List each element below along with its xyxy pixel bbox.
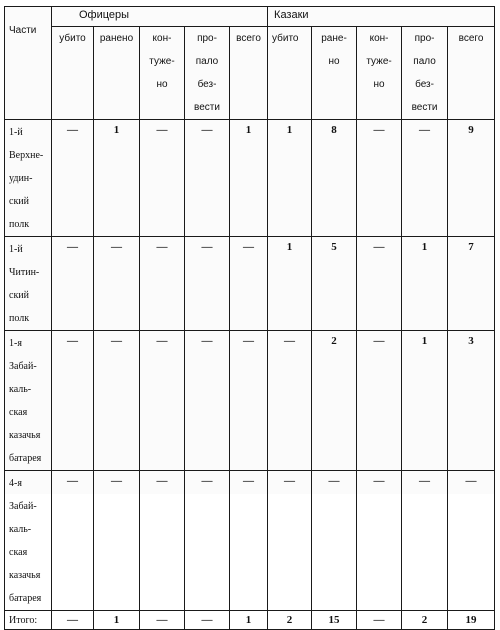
subheader-line: туже- xyxy=(366,56,392,67)
unit-name-line: 1-я xyxy=(9,338,22,349)
unit-name-line: казачья xyxy=(9,570,41,581)
unit-name-line: полк xyxy=(9,219,30,230)
officers-value-cell: 1 xyxy=(230,120,268,237)
officers-value-cell: — xyxy=(52,237,94,331)
cossacks-value-cell: 3 xyxy=(448,331,495,471)
subheader-line: без- xyxy=(197,79,217,90)
officers-value-cell: — xyxy=(185,237,230,331)
cossacks-value-cell: 1 xyxy=(268,120,312,237)
unit-name-line: удин- xyxy=(9,173,33,184)
unit-name-cell xyxy=(5,471,52,611)
cossacks-subheader xyxy=(448,27,495,120)
subheader-line: всего xyxy=(458,33,484,44)
casualty-table xyxy=(4,6,495,630)
subheader-line: про- xyxy=(414,33,435,44)
subheader-line: про- xyxy=(197,33,217,44)
cossacks-value-cell: — xyxy=(448,471,495,611)
officers-value-cell: — xyxy=(94,471,140,611)
officers-value-cell: — xyxy=(185,120,230,237)
cossacks-total-cell: 19 xyxy=(448,611,495,630)
officers-value-cell: — xyxy=(140,471,185,611)
cossacks-value-cell: — xyxy=(357,331,402,471)
unit-name-line: ская xyxy=(9,407,28,418)
unit-name-line: каль- xyxy=(9,384,32,395)
officers-value-cell: — xyxy=(185,471,230,611)
cossacks-total-cell: 15 xyxy=(312,611,357,630)
table-body xyxy=(5,120,495,630)
header-row-groups xyxy=(5,7,495,27)
officers-value-cell: — xyxy=(230,237,268,331)
subheader-line: но xyxy=(156,79,168,90)
officers-value-cell: — xyxy=(140,237,185,331)
officers-subheader xyxy=(140,27,185,120)
cossacks-value-cell: — xyxy=(402,471,448,611)
cossacks-value-cell: 1 xyxy=(268,237,312,331)
officers-total-cell: — xyxy=(140,611,185,630)
officers-total-cell: 1 xyxy=(230,611,268,630)
cossacks-value-cell: 2 xyxy=(312,331,357,471)
unit-name-line: 1-й xyxy=(9,244,23,255)
unit-name-line: Забай- xyxy=(9,361,37,372)
unit-name-cell xyxy=(5,331,52,471)
officers-value-cell: — xyxy=(230,331,268,471)
cossacks-value-cell: 5 xyxy=(312,237,357,331)
officers-value-cell: — xyxy=(52,331,94,471)
officers-subheader xyxy=(230,27,268,120)
cossacks-value-cell: 7 xyxy=(448,237,495,331)
subheader-line: но xyxy=(328,56,340,67)
unit-name-line: казачья xyxy=(9,430,41,441)
unit-name-line: ская xyxy=(9,547,28,558)
table-row xyxy=(5,120,495,237)
subheader-line: всего xyxy=(236,33,261,44)
parts-header: Части xyxy=(5,7,52,120)
officers-subheader xyxy=(52,27,94,120)
cossacks-value-cell: — xyxy=(357,237,402,331)
subheader-line: вести xyxy=(411,102,438,113)
subheader-line: но xyxy=(373,79,385,90)
officers-value-cell: — xyxy=(52,471,94,611)
cossacks-value-cell: 1 xyxy=(402,237,448,331)
officers-value-cell: — xyxy=(140,120,185,237)
subheader-line: туже- xyxy=(149,56,175,67)
unit-name-cell xyxy=(5,120,52,237)
unit-name-line: 1-й xyxy=(9,127,23,138)
unit-name-line: ский xyxy=(9,290,29,301)
subheader-line: без- xyxy=(415,79,434,90)
unit-name-cell xyxy=(5,237,52,331)
officers-value-cell: — xyxy=(52,120,94,237)
cossacks-subheader xyxy=(268,27,312,120)
table-row xyxy=(5,471,495,611)
casualty-table-sheet xyxy=(4,6,494,626)
cossacks-value-cell: — xyxy=(357,120,402,237)
subheader-line: убито xyxy=(272,33,299,44)
unit-name-line: Верхне- xyxy=(9,150,44,161)
officers-total-cell: 1 xyxy=(94,611,140,630)
subheader-line: вести xyxy=(194,102,220,113)
officers-value-cell: — xyxy=(94,331,140,471)
total-row xyxy=(5,611,495,630)
officers-total-cell: — xyxy=(185,611,230,630)
officers-value-cell: 1 xyxy=(94,120,140,237)
officers-total-cell: — xyxy=(52,611,94,630)
total-label: Итого: xyxy=(5,611,52,630)
cossacks-subheader xyxy=(357,27,402,120)
officers-value-cell: — xyxy=(94,237,140,331)
unit-name-line: полк xyxy=(9,313,30,324)
unit-name-line: Забай- xyxy=(9,501,37,512)
table-row xyxy=(5,237,495,331)
table-row xyxy=(5,331,495,471)
cossacks-value-cell: — xyxy=(312,471,357,611)
subheader-line: кон- xyxy=(369,33,389,44)
unit-name-line: Читин- xyxy=(9,267,40,278)
cossacks-subheader xyxy=(312,27,357,120)
cossacks-value-cell: — xyxy=(268,471,312,611)
officers-value-cell: — xyxy=(140,331,185,471)
subheader-line: ранено xyxy=(99,33,134,44)
subheader-line: ране- xyxy=(321,33,347,44)
unit-name-line: ский xyxy=(9,196,29,207)
cossacks-value-cell: — xyxy=(357,471,402,611)
unit-name-line: каль- xyxy=(9,524,32,535)
unit-name-line: 4-я xyxy=(9,478,22,489)
subheader-line: пало xyxy=(195,56,219,67)
subheader-line: кон- xyxy=(152,33,172,44)
cossacks-value-cell: 1 xyxy=(402,331,448,471)
cossacks-group-header: Казаки xyxy=(268,7,495,27)
cossacks-total-cell: 2 xyxy=(402,611,448,630)
subheader-line: убито xyxy=(59,33,86,44)
cossacks-value-cell: 8 xyxy=(312,120,357,237)
officers-group-header: Офицеры xyxy=(52,7,268,27)
officers-value-cell: — xyxy=(230,471,268,611)
cossacks-value-cell: — xyxy=(402,120,448,237)
header-row-subheaders xyxy=(5,27,495,120)
cossacks-value-cell: — xyxy=(268,331,312,471)
subheader-line: пало xyxy=(413,56,436,67)
unit-name-line: батарея xyxy=(9,453,42,464)
cossacks-value-cell: 9 xyxy=(448,120,495,237)
officers-subheader xyxy=(94,27,140,120)
officers-value-cell: — xyxy=(185,331,230,471)
cossacks-total-cell: 2 xyxy=(268,611,312,630)
officers-subheader xyxy=(185,27,230,120)
cossacks-subheader xyxy=(402,27,448,120)
unit-name-line: батарея xyxy=(9,593,42,604)
cossacks-total-cell: — xyxy=(357,611,402,630)
